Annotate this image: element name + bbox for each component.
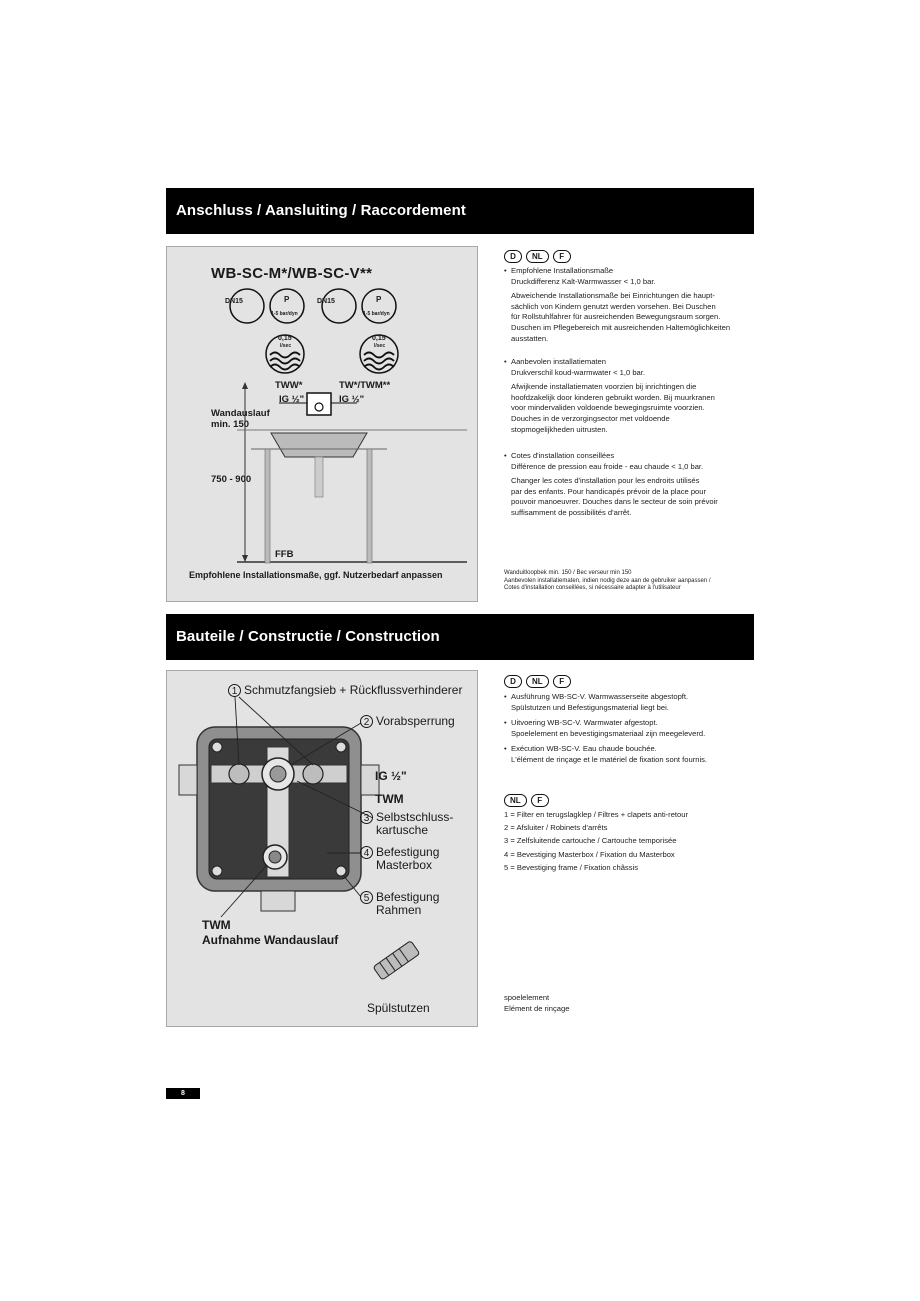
label-aufnahme-wandauslauf: Aufnahme Wandauslauf <box>202 933 339 947</box>
parts-legend <box>504 808 760 874</box>
model-title: WB-SC-M*/WB-SC-V** <box>211 265 373 282</box>
installation-diagram-panel <box>166 246 478 602</box>
section-header-connection <box>166 188 754 234</box>
de-line2: Spülstutzen und Befestigungsmaterial liegt bei. <box>511 702 669 712</box>
spoel-fr: Elément de rinçage <box>504 1003 570 1013</box>
legend-item: 1 = Filter en terugslagklep / Filtres + clapets anti-retour <box>504 810 689 819</box>
page-number: 8 <box>166 1088 200 1099</box>
fr-para-line: Changer les cotes d'installation pour les endroits utilisés <box>511 476 700 486</box>
pressure-range-right: 1-5 bar/dyn <box>363 311 390 317</box>
construction-text <box>504 692 760 766</box>
de-para-line: ausstatten. <box>511 333 549 343</box>
nl-para-line: stopmogelijkheden uitrusten. <box>511 424 608 434</box>
legend-item: 3 = Zelfsluitende cartouche / Cartouche temporisée <box>504 836 677 846</box>
fr-para-line: pouvoir manoeuvrer. Douches dans le secteur de soin prévoir <box>511 497 718 507</box>
callout-number: 1 <box>228 684 241 697</box>
nl-para-line: hoofdzakelijk door kinderen gebruikt worden. Bij muurkranen <box>511 392 715 402</box>
callout-text: kartusche <box>376 823 429 837</box>
fr-bullet: • Exécution WB-SC-V. Eau chaude bouchée. <box>504 744 760 755</box>
language-badges-construction <box>504 671 575 685</box>
callout-5 <box>360 891 439 917</box>
pressure-range-left: 1-5 bar/dyn <box>271 311 298 317</box>
pressure-p-left: P <box>284 295 290 304</box>
diagram-caption: Empfohlene Installationsmaße, ggf. Nutzerbedarf anpassen <box>189 570 443 580</box>
fr-bullet: • Cotes d'installation conseillées <box>504 451 760 462</box>
connection-text-fr <box>504 451 760 519</box>
lang-badge-nl: NL <box>504 794 527 807</box>
nl-para-line: voor mindervaliden voldoende bewegingsruimte voorzien. <box>511 403 705 413</box>
label-ig: IG ½" <box>375 769 407 783</box>
callout-text: Rahmen <box>376 903 422 917</box>
callout-number: 3 <box>360 811 373 824</box>
de-line2: Druckdifferenz Kalt-Warmwasser < 1,0 bar. <box>511 276 656 286</box>
lang-badge-d: D <box>504 250 522 263</box>
legend-item: 2 = Afsluiter / Robinets d'arrêts <box>504 823 608 833</box>
fr-line2: L'élément de rinçage et le matériel de fixation sont fournis. <box>511 754 708 764</box>
label-height-range: 750 - 900 <box>211 474 252 485</box>
nl-para-line: Afwijkende installatiematen voorzien bij inrichtingen die <box>511 382 697 392</box>
callout-2 <box>360 715 455 728</box>
lang-badge-f: F <box>531 794 549 807</box>
dn15-label-left: DN15 <box>225 298 243 305</box>
de-para-line: sächlich von Kindern genutzt werden vorsehen. Bei Duschen <box>511 301 716 311</box>
nl-line2: Drukverschil koud-warmwater < 1,0 bar. <box>511 367 645 377</box>
label-tw-twm: TW*/TWM** <box>339 380 391 391</box>
dn15-label-right: DN15 <box>317 298 335 305</box>
legend-item: 5 = Bevestiging frame / Fixation châssis <box>504 862 639 872</box>
lang-badge-f: F <box>553 250 571 263</box>
callout-4 <box>360 846 439 872</box>
callout-text: Selbstschluss- <box>376 810 454 824</box>
label-ig-right: IG ½" <box>339 394 365 405</box>
nl-bullet: • Uitvoering WB-SC-V. Warmwater afgestopt. <box>504 718 760 729</box>
label-ig-left: IG ½" <box>279 394 305 405</box>
footnote-line: Wanduitloopbek min. 150 / Bec verseur min 150 <box>504 570 632 576</box>
language-badges-connection <box>504 246 575 260</box>
label-min-150: min. 150 <box>211 419 250 430</box>
connection-text-nl <box>504 357 760 435</box>
de-para-line: für Rollstuhlfahrer für ausreichenden Bewegungsraum sorgen. <box>511 312 721 322</box>
flow-unit-right: l/sec <box>374 343 386 349</box>
language-badges-legend <box>504 790 553 804</box>
footnote-line: Cotes d'installation conseillées, si nécessaire adapter à l'utilisateur <box>504 585 681 592</box>
pressure-p-right: P <box>376 295 382 304</box>
de-bullet: • Ausführung WB-SC-V. Warmwasserseite abgestopft. <box>504 692 760 703</box>
section-title-construction: Bauteile / Constructie / Construction <box>176 628 440 645</box>
label-wandauslauf: Wandauslauf <box>211 408 270 419</box>
de-para-line: Abweichende Installationsmaße bei Einrichtungen die haupt- <box>511 291 715 301</box>
legend-item: 4 = Bevestiging Masterbox / Fixation du Masterbox <box>504 849 675 859</box>
section-title-connection: Anschluss / Aansluiting / Raccordement <box>176 202 466 219</box>
label-twm-bottom: TWM <box>202 918 231 932</box>
callout-text: Vorabsperrung <box>376 714 455 728</box>
callout-number: 5 <box>360 891 373 904</box>
lang-badge-nl: NL <box>526 675 549 688</box>
callout-number: 4 <box>360 846 373 859</box>
lang-badge-f: F <box>553 675 571 688</box>
callout-number: 2 <box>360 715 373 728</box>
fr-para-line: par des enfants. Pour handicapés prévoir de la place pour <box>511 486 707 496</box>
callout-text: Masterbox <box>376 858 433 872</box>
spoel-nl: spoelelement <box>504 993 550 1002</box>
label-ffb: FFB <box>275 549 294 560</box>
connection-footnote <box>504 570 764 593</box>
callout-text: Befestigung <box>376 845 440 859</box>
label-twm: TWM <box>375 792 404 806</box>
spoelelement-caption <box>504 993 760 1014</box>
connection-text-de <box>504 266 760 344</box>
de-bullet: • Empfohlene Installationsmaße <box>504 266 760 277</box>
flow-value-left: 0,15 <box>278 335 292 342</box>
callout-text: Schmutzfangsieb + Rückflussverhinderer <box>244 683 463 697</box>
label-spuelstutzen: Spülstutzen <box>367 1001 430 1015</box>
nl-line2: Spoelelement en bevestigingsmateriaal zijn meegeleverd. <box>511 728 706 738</box>
construction-diagram-panel <box>166 670 478 1027</box>
de-para-line: Duschen im Pflegebereich mit ausreichenden Haltemöglichkeiten <box>511 322 731 332</box>
label-tww: TWW* <box>275 380 303 391</box>
lang-badge-nl: NL <box>526 250 549 263</box>
section-header-construction <box>166 614 754 660</box>
lang-badge-d: D <box>504 675 522 688</box>
flow-value-right: 0,15 <box>372 335 386 342</box>
flow-unit-left: l/sec <box>280 343 292 349</box>
fr-line2: Différence de pression eau froide - eau chaude < 1,0 bar. <box>511 461 704 471</box>
nl-para-line: Douches in de verzorgingsector met voldoende <box>511 413 670 423</box>
fr-para-line: suffisamment de possibilités d'arrêt. <box>511 507 632 517</box>
callout-text: Befestigung <box>376 890 440 904</box>
nl-bullet: • Aanbevolen installatiematen <box>504 357 760 368</box>
footnote-line: Aanbevolen installatiematen, indien nodig deze aan de gebruiker aanpassen / <box>504 577 711 584</box>
callout-3 <box>360 811 453 837</box>
callout-1 <box>228 684 462 697</box>
